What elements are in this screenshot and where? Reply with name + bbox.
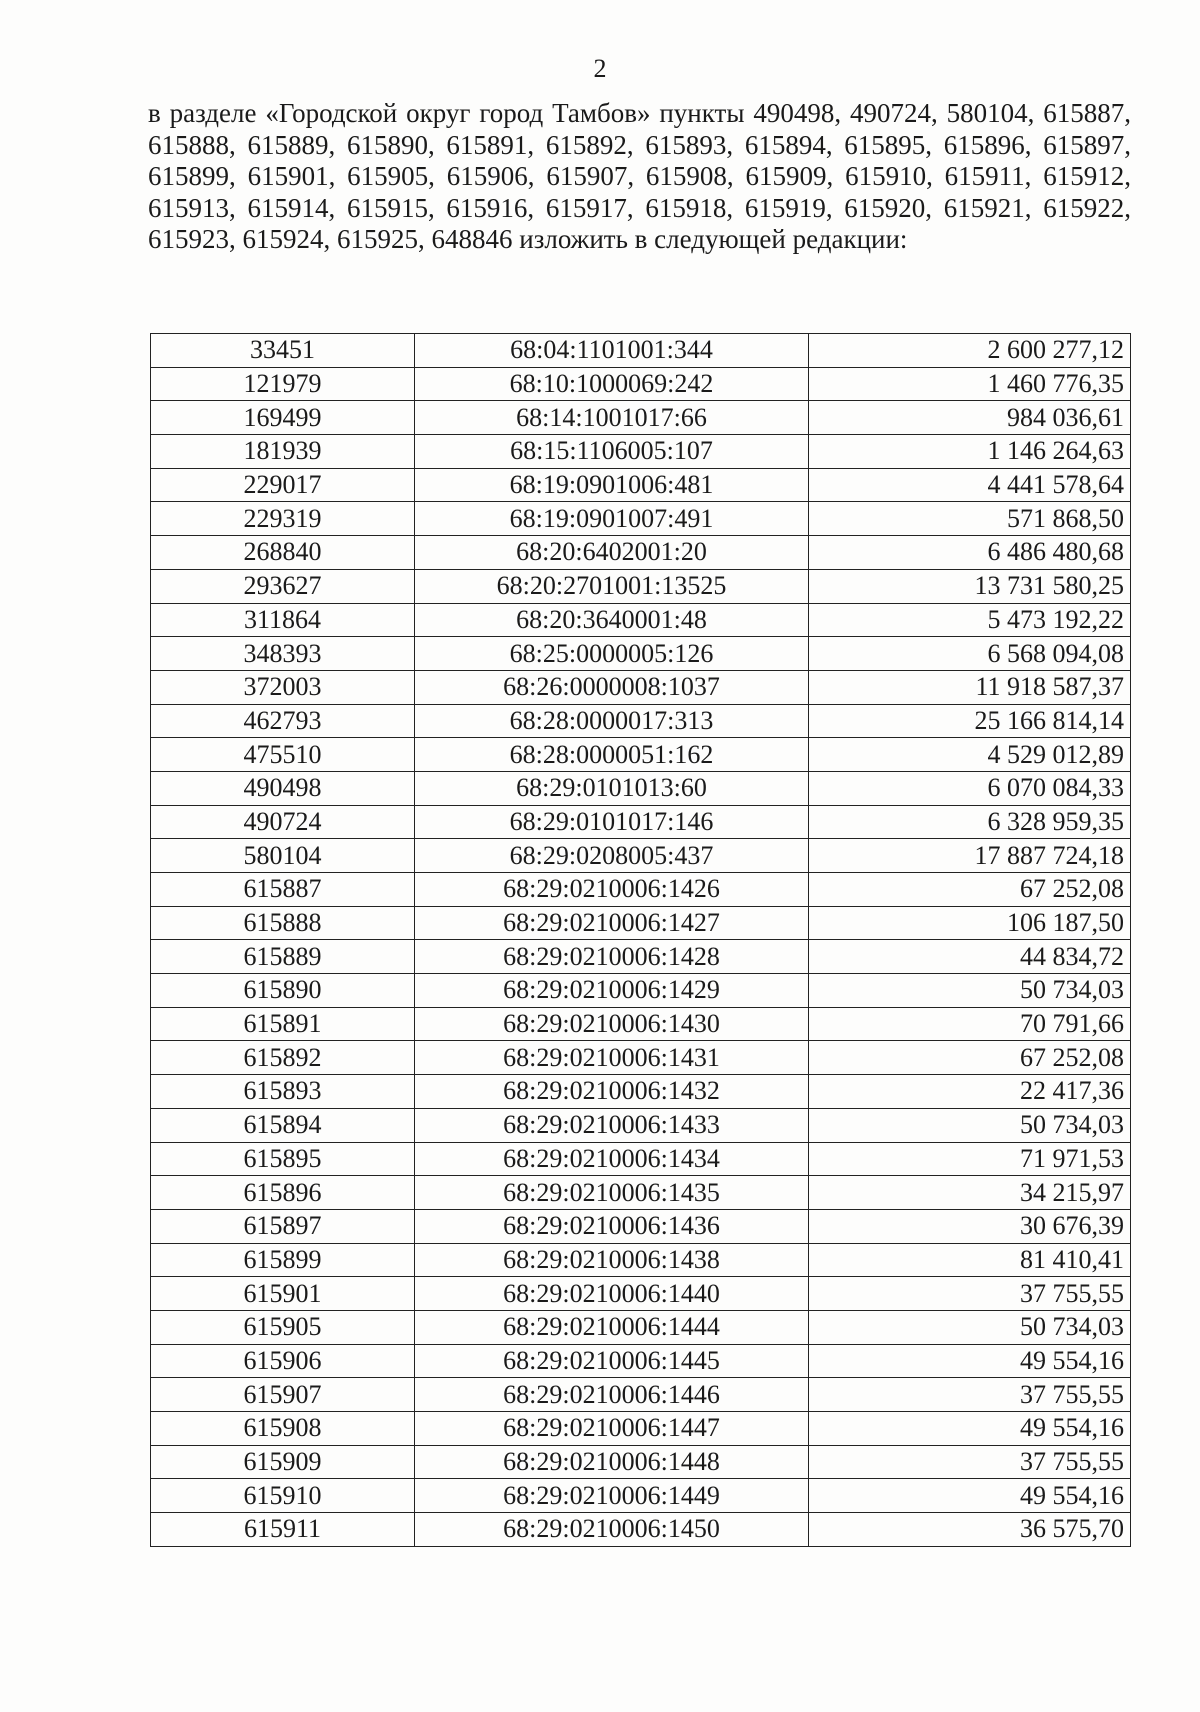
row-number-cell: 33451 <box>151 334 415 368</box>
row-number-cell: 490498 <box>151 771 415 805</box>
table-row <box>151 670 1131 704</box>
cadastral-value-cell: 44 834,72 <box>809 940 1131 974</box>
cadastral-value-cell: 67 252,08 <box>809 1041 1131 1075</box>
cadastral-number-cell: 68:28:0000017:313 <box>415 704 809 738</box>
cadastral-number-cell: 68:29:0210006:1435 <box>415 1176 809 1210</box>
cadastral-value-cell: 17 887 724,18 <box>809 839 1131 873</box>
row-number-cell: 615896 <box>151 1176 415 1210</box>
cadastral-number-cell: 68:25:0000005:126 <box>415 637 809 671</box>
row-number-cell: 615890 <box>151 974 415 1008</box>
table-row <box>151 1176 1131 1210</box>
cadastral-number-cell: 68:15:1106005:107 <box>415 435 809 469</box>
cadastral-number-cell: 68:29:0210006:1426 <box>415 873 809 907</box>
row-number-cell: 348393 <box>151 637 415 671</box>
row-number-cell: 475510 <box>151 738 415 772</box>
row-number-cell: 293627 <box>151 569 415 603</box>
table-row <box>151 1041 1131 1075</box>
table-row <box>151 1479 1131 1513</box>
row-number-cell: 229319 <box>151 502 415 536</box>
table-row <box>151 1108 1131 1142</box>
cadastral-value-cell: 25 166 814,14 <box>809 704 1131 738</box>
cadastral-number-cell: 68:28:0000051:162 <box>415 738 809 772</box>
table-row <box>151 940 1131 974</box>
cadastral-number-cell: 68:19:0901007:491 <box>415 502 809 536</box>
cadastral-number-cell: 68:29:0208005:437 <box>415 839 809 873</box>
cadastral-number-cell: 68:20:2701001:13525 <box>415 569 809 603</box>
table-row <box>151 1378 1131 1412</box>
table-row <box>151 502 1131 536</box>
table-row <box>151 1445 1131 1479</box>
row-number-cell: 169499 <box>151 401 415 435</box>
cadastral-number-cell: 68:29:0210006:1448 <box>415 1445 809 1479</box>
row-number-cell: 490724 <box>151 805 415 839</box>
cadastral-value-cell: 4 529 012,89 <box>809 738 1131 772</box>
row-number-cell: 615908 <box>151 1412 415 1446</box>
table-row <box>151 873 1131 907</box>
table-row <box>151 603 1131 637</box>
row-number-cell: 372003 <box>151 670 415 704</box>
cadastral-number-cell: 68:29:0101013:60 <box>415 771 809 805</box>
row-number-cell: 615892 <box>151 1041 415 1075</box>
row-number-cell: 615901 <box>151 1277 415 1311</box>
row-number-cell: 615888 <box>151 906 415 940</box>
cadastral-value-cell: 37 755,55 <box>809 1378 1131 1412</box>
cadastral-number-cell: 68:29:0101017:146 <box>415 805 809 839</box>
cadastral-value-cell: 22 417,36 <box>809 1075 1131 1109</box>
table-row <box>151 771 1131 805</box>
cadastral-value-cell: 6 328 959,35 <box>809 805 1131 839</box>
cadastral-value-cell: 70 791,66 <box>809 1007 1131 1041</box>
cadastral-value-cell: 37 755,55 <box>809 1445 1131 1479</box>
cadastral-number-cell: 68:29:0210006:1427 <box>415 906 809 940</box>
cadastral-value-cell: 2 600 277,12 <box>809 334 1131 368</box>
cadastral-value-cell: 36 575,70 <box>809 1513 1131 1547</box>
cadastral-number-cell: 68:20:6402001:20 <box>415 536 809 570</box>
table-row <box>151 1243 1131 1277</box>
row-number-cell: 615909 <box>151 1445 415 1479</box>
row-number-cell: 229017 <box>151 468 415 502</box>
cadastral-value-cell: 49 554,16 <box>809 1344 1131 1378</box>
cadastral-value-cell: 37 755,55 <box>809 1277 1131 1311</box>
table-row <box>151 1007 1131 1041</box>
row-number-cell: 615891 <box>151 1007 415 1041</box>
cadastral-value-cell: 11 918 587,37 <box>809 670 1131 704</box>
table-row <box>151 1277 1131 1311</box>
table-row <box>151 401 1131 435</box>
cadastral-value-cell: 50 734,03 <box>809 1310 1131 1344</box>
cadastral-number-cell: 68:14:1001017:66 <box>415 401 809 435</box>
cadastral-value-cell: 984 036,61 <box>809 401 1131 435</box>
cadastral-value-cell: 67 252,08 <box>809 873 1131 907</box>
cadastral-number-cell: 68:29:0210006:1434 <box>415 1142 809 1176</box>
row-number-cell: 615905 <box>151 1310 415 1344</box>
cadastral-number-cell: 68:26:0000008:1037 <box>415 670 809 704</box>
table-row <box>151 468 1131 502</box>
cadastral-value-cell: 5 473 192,22 <box>809 603 1131 637</box>
cadastral-number-cell: 68:29:0210006:1450 <box>415 1513 809 1547</box>
table-row <box>151 334 1131 368</box>
cadastral-number-cell: 68:29:0210006:1444 <box>415 1310 809 1344</box>
cadastral-number-cell: 68:29:0210006:1446 <box>415 1378 809 1412</box>
cadastral-number-cell: 68:29:0210006:1432 <box>415 1075 809 1109</box>
cadastral-value-cell: 49 554,16 <box>809 1479 1131 1513</box>
cadastral-number-cell: 68:29:0210006:1428 <box>415 940 809 974</box>
table-row <box>151 1344 1131 1378</box>
row-number-cell: 615907 <box>151 1378 415 1412</box>
intro-paragraph: в разделе «Городской округ город Тамбов» пункты 490498, 490724, 580104, 615887, 615888, 615889, 615890, 615891, 615892, 615893, 615894, 615895, 615896, 615897, 615899, 615901, 615905, 615906, 615907, 615908, 615909, 615910, 615911, 615912, 615913, 615914, 615915, 615916, 615917, 615918, 615919, 615920, 615921, 615922, 615923, 615924, 615925, 648846 изложить в следующей редакции: <box>148 98 1131 254</box>
cadastral-value-cell: 1 460 776,35 <box>809 367 1131 401</box>
cadastral-number-cell: 68:29:0210006:1438 <box>415 1243 809 1277</box>
row-number-cell: 615893 <box>151 1075 415 1109</box>
cadastral-number-cell: 68:29:0210006:1431 <box>415 1041 809 1075</box>
row-number-cell: 615889 <box>151 940 415 974</box>
table-row <box>151 1075 1131 1109</box>
table-row <box>151 974 1131 1008</box>
cadastral-value-cell: 1 146 264,63 <box>809 435 1131 469</box>
cadastral-value-cell: 34 215,97 <box>809 1176 1131 1210</box>
cadastral-value-cell: 81 410,41 <box>809 1243 1131 1277</box>
cadastral-number-cell: 68:29:0210006:1429 <box>415 974 809 1008</box>
row-number-cell: 615899 <box>151 1243 415 1277</box>
cadastral-value-cell: 50 734,03 <box>809 1108 1131 1142</box>
row-number-cell: 615897 <box>151 1209 415 1243</box>
cadastral-number-cell: 68:04:1101001:344 <box>415 334 809 368</box>
row-number-cell: 615895 <box>151 1142 415 1176</box>
table-row <box>151 805 1131 839</box>
cadastral-number-cell: 68:29:0210006:1433 <box>415 1108 809 1142</box>
table-row <box>151 839 1131 873</box>
cadastral-number-cell: 68:29:0210006:1436 <box>415 1209 809 1243</box>
row-number-cell: 268840 <box>151 536 415 570</box>
cadastral-value-cell: 71 971,53 <box>809 1142 1131 1176</box>
row-number-cell: 615887 <box>151 873 415 907</box>
table-row <box>151 704 1131 738</box>
cadastral-value-cell: 6 070 084,33 <box>809 771 1131 805</box>
cadastral-value-cell: 571 868,50 <box>809 502 1131 536</box>
table-row <box>151 637 1131 671</box>
cadastral-value-cell: 13 731 580,25 <box>809 569 1131 603</box>
row-number-cell: 580104 <box>151 839 415 873</box>
row-number-cell: 311864 <box>151 603 415 637</box>
table-row <box>151 1310 1131 1344</box>
table-row <box>151 569 1131 603</box>
cadastral-value-cell: 6 486 480,68 <box>809 536 1131 570</box>
data-table <box>150 333 1131 1547</box>
cadastral-value-cell: 49 554,16 <box>809 1412 1131 1446</box>
table-row <box>151 1209 1131 1243</box>
cadastral-number-cell: 68:19:0901006:481 <box>415 468 809 502</box>
table-row <box>151 1513 1131 1547</box>
table-row <box>151 1142 1131 1176</box>
row-number-cell: 462793 <box>151 704 415 738</box>
cadastral-value-cell: 30 676,39 <box>809 1209 1131 1243</box>
table-row <box>151 367 1131 401</box>
cadastral-value-cell: 106 187,50 <box>809 906 1131 940</box>
table-row <box>151 1412 1131 1446</box>
table-row <box>151 536 1131 570</box>
row-number-cell: 615894 <box>151 1108 415 1142</box>
table-body <box>151 334 1131 1547</box>
cadastral-value-cell: 50 734,03 <box>809 974 1131 1008</box>
cadastral-value-cell: 6 568 094,08 <box>809 637 1131 671</box>
cadastral-number-cell: 68:29:0210006:1445 <box>415 1344 809 1378</box>
table-row <box>151 906 1131 940</box>
row-number-cell: 181939 <box>151 435 415 469</box>
cadastral-number-cell: 68:29:0210006:1440 <box>415 1277 809 1311</box>
row-number-cell: 615911 <box>151 1513 415 1547</box>
row-number-cell: 615906 <box>151 1344 415 1378</box>
row-number-cell: 121979 <box>151 367 415 401</box>
table-row <box>151 435 1131 469</box>
cadastral-number-cell: 68:10:1000069:242 <box>415 367 809 401</box>
cadastral-number-cell: 68:29:0210006:1447 <box>415 1412 809 1446</box>
table-row <box>151 738 1131 772</box>
cadastral-number-cell: 68:20:3640001:48 <box>415 603 809 637</box>
row-number-cell: 615910 <box>151 1479 415 1513</box>
data-table-container <box>150 333 1130 1547</box>
cadastral-value-cell: 4 441 578,64 <box>809 468 1131 502</box>
page-number: 2 <box>593 54 607 83</box>
cadastral-number-cell: 68:29:0210006:1430 <box>415 1007 809 1041</box>
cadastral-number-cell: 68:29:0210006:1449 <box>415 1479 809 1513</box>
